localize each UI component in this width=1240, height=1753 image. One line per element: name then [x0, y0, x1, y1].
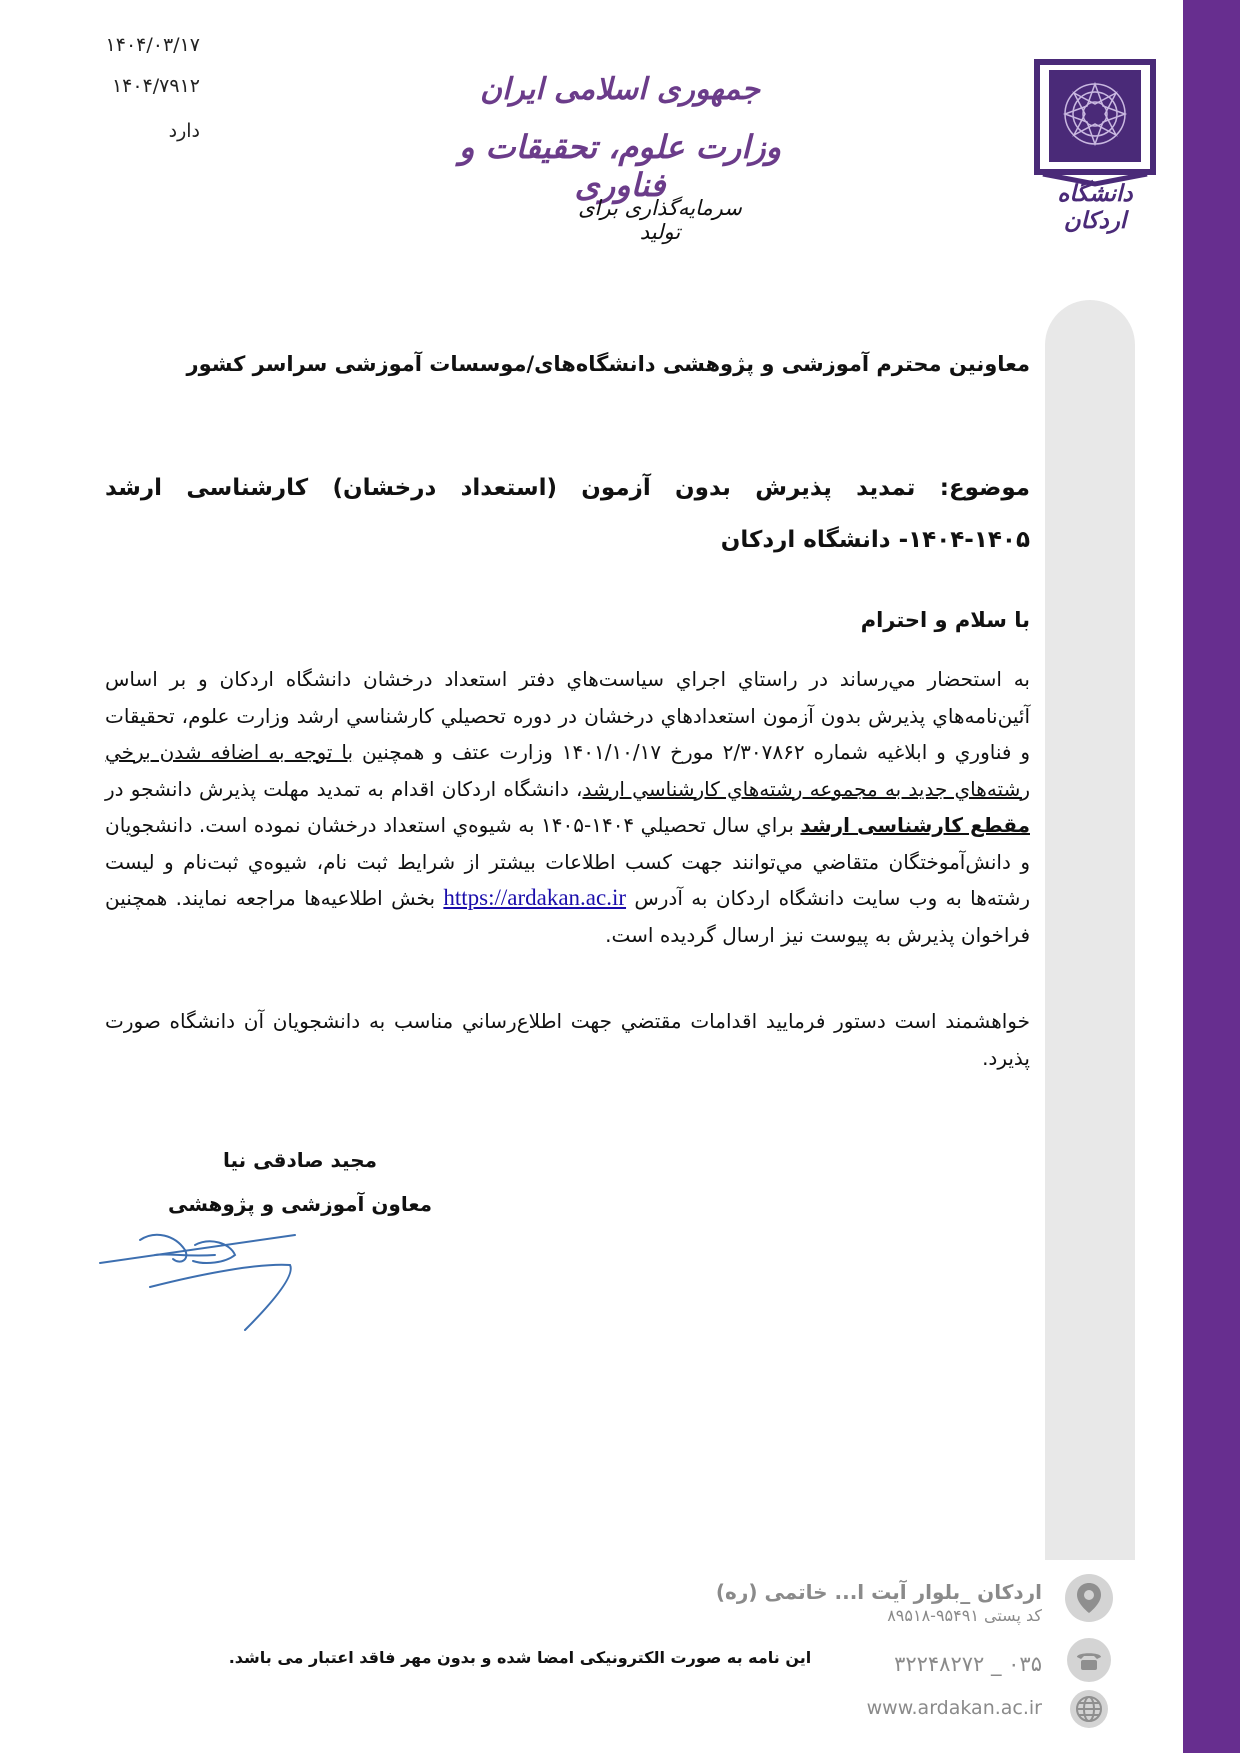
letter-body	[105, 661, 1030, 953]
letter-addressee: معاونین محترم آموزشی و پژوهشی دانشگاه‌های/موسسات آموزشی سراسر کشور	[186, 352, 1030, 376]
letter-greeting: با سلام و احترام	[860, 608, 1030, 632]
university-website-link[interactable]: https://ardakan.ac.ir	[443, 885, 627, 910]
handwritten-signature	[95, 1215, 315, 1335]
letter-subject: موضوع: تمدید پذیرش بدون آزمون (استعداد درخشان) کارشناسی ارشد ۱۴۰۵-۱۴۰۴- دانشگاه اردکان	[105, 475, 1030, 553]
header-line-1: جمهوری اسلامی ایران	[479, 72, 761, 107]
header-line-2: وزارت علوم، تحقیقات و فناوری	[458, 128, 782, 204]
body-degree-emphasis: مقطع کارشناسی ارشد	[800, 813, 1030, 837]
body-underlined-phrase: با توجه به اضافه شدن برخي رشته‌هاي جديد به مجموعه رشته‌هاي کارشناسي ارشد	[105, 740, 1031, 801]
letter-attachment: دارد	[168, 120, 200, 142]
side-gray-band	[1045, 300, 1135, 1560]
telephone-icon	[1067, 1638, 1111, 1682]
footer-postal-code: کد پستی ۹۵۴۹۱-۸۹۵۱۸	[887, 1606, 1042, 1625]
letter-closing: خواهشمند است دستور فرماييد اقدامات مقتضي جهت اطلاع‌رساني مناسب به دانشجويان آن دانشگاه صورت پذيرد.	[105, 1009, 1030, 1070]
location-pin-icon	[1065, 1574, 1113, 1622]
university-logo-name: دانشگاه اردکان	[1057, 180, 1133, 234]
letter-date: ۱۴۰۴/۰۳/۱۷	[105, 34, 200, 56]
letter-number: ۱۴۰۴/۷۹۱۲	[111, 75, 200, 97]
body-text-2: ، دانشگاه اردکان اقدام به تمديد مهلت پذيرش دانشجو در	[105, 776, 583, 801]
footer-website[interactable]: www.ardakan.ac.ir	[866, 1697, 1042, 1719]
body-text-1: به استحضار مي‌رساند در راستاي اجراي سياست‌هاي دفتر استعداد درخشان دانشگاه اردکان و بر اساس آئين‌نامه‌هاي پذيرش بدون آزمون استعدادهاي درخشان در دوره تحصيلي کارشناسي ارشد وزارت علوم، تحقيقات و فناوري و ابلاغيه شماره ۲/۳۰۷۸۶۲ مورخ ۱۴۰۱/۱۰/۱۷ وزارت عتف و همچنين	[105, 667, 1031, 764]
signer-title: معاون آموزشی و پژوهشی	[167, 1192, 433, 1216]
globe-icon	[1070, 1690, 1108, 1728]
header-slogan: سرمایه‌گذاری برای تولید	[578, 196, 742, 244]
signer-name: مجید صادقی نیا	[222, 1148, 378, 1172]
electronic-signature-notice: این نامه به صورت الکترونیکی امضا شده و بدون مهر فاقد اعتبار می باشد.	[228, 1648, 812, 1667]
body-text-3: براي سال تحصيلي ۱۴۰۴-۱۴۰۵ به شيوه‌ي استعداد درخشان نموده است. دانشجويان و دانش‌آموختگان متقاضي مي‌توانند جهت کسب اطلاعات بيشتر از شرايط ثبت نام، شيوه‌ي ثبت‌نام و ليست رشته‌ها به وب سايت دانشگاه اردکان به آدرس	[105, 813, 1030, 910]
footer-address: اردکان _بلوار آیت ا... خاتمی (ره)	[715, 1580, 1042, 1604]
footer-phone: ۰۳۵ _ ۳۲۲۴۸۲۷۲	[894, 1652, 1042, 1676]
brand-side-bar	[1183, 0, 1240, 1753]
body-text-4: بخش اطلاعيه‌ها مراجعه نمايند. همچنين فراخوان پذيرش به پيوست نيز ارسال گرديده است.	[105, 886, 1030, 947]
